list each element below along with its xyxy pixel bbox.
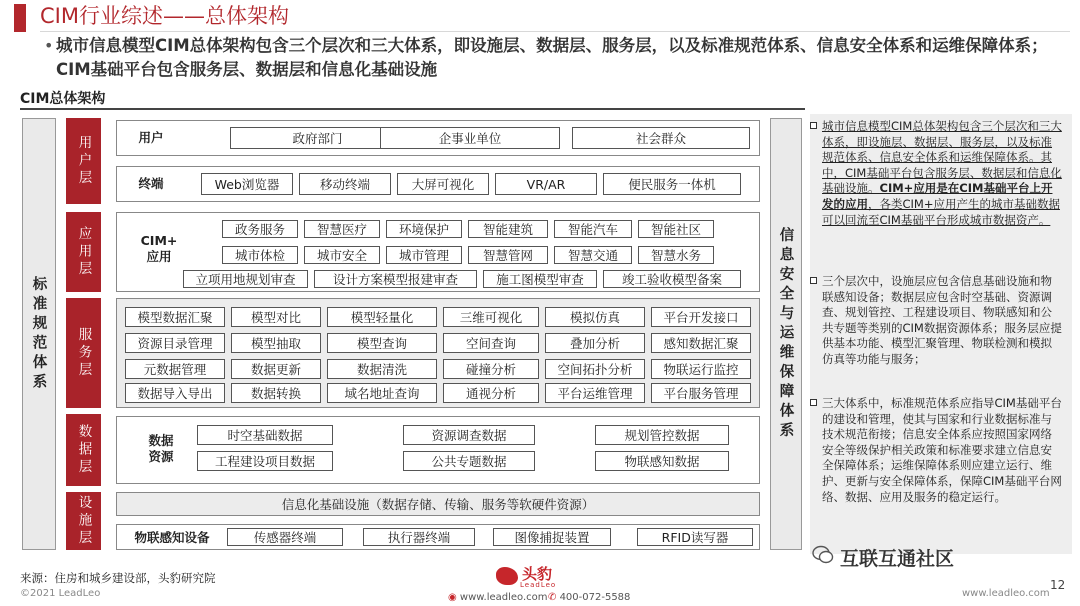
terminal-box-1: Web浏览器 bbox=[201, 173, 293, 195]
svc-4-6: 平台服务管理 bbox=[651, 383, 751, 403]
title-divider bbox=[40, 31, 1070, 32]
svc-3-2: 数据更新 bbox=[231, 359, 321, 379]
app-r1-5: 智能汽车 bbox=[554, 220, 632, 238]
svc-2-2: 模型抽取 bbox=[231, 333, 321, 353]
data-r1-2: 资源调查数据 bbox=[403, 425, 535, 445]
note-bullet-icon bbox=[810, 122, 817, 129]
user-row-panel bbox=[116, 120, 760, 156]
data-panel bbox=[116, 416, 760, 484]
svc-1-6: 平台开发接口 bbox=[651, 307, 751, 327]
iot-box-4: RFID读写器 bbox=[637, 528, 753, 546]
svc-4-1: 数据导入导出 bbox=[125, 383, 225, 403]
svc-4-3: 域名地址查询 bbox=[327, 383, 437, 403]
app-r1-2: 智慧医疗 bbox=[304, 220, 380, 238]
terminal-box-4: VR/AR bbox=[495, 173, 597, 195]
user-row-label: 用户 bbox=[138, 130, 164, 145]
logo-text: 头豹 bbox=[522, 565, 553, 583]
user-box-1: 政府部门 bbox=[230, 127, 405, 149]
svc-4-4: 通视分析 bbox=[443, 383, 539, 403]
footer-url-right[interactable]: www.leadleo.com bbox=[962, 588, 1050, 599]
wechat-icon bbox=[812, 545, 834, 565]
right-pillar-security bbox=[770, 118, 802, 550]
svc-1-3: 模型轻量化 bbox=[327, 307, 437, 327]
app-r2-4: 智慧管网 bbox=[468, 246, 548, 264]
intro-text: 城市信息模型CIM总体架构包含三个层次和三大体系，即设施层、数据层、服务层，以及标准规范体系、信息安全体系和运维保障体系；CIM基础平台包含服务层、数据层和信息化基础设施 bbox=[56, 36, 1048, 79]
data-r2-3: 物联感知数据 bbox=[595, 451, 729, 471]
app-r1-6: 智能社区 bbox=[638, 220, 714, 238]
svc-2-1: 资源目录管理 bbox=[125, 333, 225, 353]
layer-app: 应用层 bbox=[66, 212, 101, 292]
data-r1-1: 时空基础数据 bbox=[197, 425, 333, 445]
app-r2-2: 城市安全 bbox=[304, 246, 380, 264]
note-bullet-icon bbox=[810, 399, 817, 406]
note-bullet-icon bbox=[810, 277, 817, 284]
leopard-logo-icon bbox=[496, 567, 518, 585]
title-accent-bar bbox=[14, 4, 26, 32]
svc-3-6: 物联运行监控 bbox=[651, 359, 751, 379]
svc-2-6: 感知数据汇聚 bbox=[651, 333, 751, 353]
svc-1-5: 模拟仿真 bbox=[545, 307, 645, 327]
app-r3-4: 竣工验收模型备案 bbox=[603, 270, 741, 288]
data-r2-2: 公共专题数据 bbox=[403, 451, 535, 471]
phone-icon: ✆ bbox=[548, 592, 560, 603]
layer-user: 用户层 bbox=[66, 118, 101, 204]
iot-panel bbox=[116, 524, 760, 550]
globe-icon: ◉ bbox=[448, 592, 460, 603]
iot-box-1: 传感器终端 bbox=[227, 528, 343, 546]
app-r2-5: 智慧交通 bbox=[554, 246, 632, 264]
app-r3-1: 立项用地规划审查 bbox=[183, 270, 308, 288]
notes-panel bbox=[810, 114, 1072, 554]
svc-2-4: 空间查询 bbox=[443, 333, 539, 353]
svc-3-3: 数据清洗 bbox=[327, 359, 437, 379]
app-r1-3: 环境保护 bbox=[386, 220, 462, 238]
wechat-watermark: 互联互通社区 bbox=[840, 548, 955, 570]
terminal-box-3: 大屏可视化 bbox=[397, 173, 489, 195]
svc-1-1: 模型数据汇聚 bbox=[125, 307, 225, 327]
footer-url[interactable]: ◉ www.leadleo.com bbox=[448, 592, 548, 603]
app-r2-3: 城市管理 bbox=[386, 246, 462, 264]
app-panel bbox=[116, 212, 760, 292]
diagram-title: CIM总体架构 bbox=[20, 91, 106, 107]
terminal-row-panel bbox=[116, 166, 760, 202]
svc-4-5: 平台运维管理 bbox=[545, 383, 645, 403]
data-label: 数据 资源 bbox=[148, 433, 174, 464]
page-title: CIM行业综述——总体架构 bbox=[40, 4, 289, 28]
svc-3-1: 元数据管理 bbox=[125, 359, 225, 379]
note-1: 城市信息模型CIM总体架构包含三个层次和三大体系，即设施层、数据层、服务层，以及标准规范体系、信息安全体系和运维保障体系。其中，CIM基础平台包含服务层、数据层和信息化基础设施。CIM+应用是在CIM基础平台上开发的应用，各类CIM+应用产生的城市基础数据可以回流至CIM基础平台形成城市数据资产。 bbox=[822, 119, 1062, 228]
logo-subtext: LeadLeo bbox=[520, 581, 557, 589]
iot-box-2: 执行器终端 bbox=[363, 528, 475, 546]
page-number: 12 bbox=[1050, 578, 1066, 592]
svc-3-4: 碰撞分析 bbox=[443, 359, 539, 379]
copyright: ©2021 LeadLeo bbox=[20, 588, 101, 599]
svc-1-2: 模型对比 bbox=[231, 307, 321, 327]
data-r2-1: 工程建设项目数据 bbox=[197, 451, 333, 471]
left-pillar-standards bbox=[22, 118, 56, 550]
svc-1-4: 三维可视化 bbox=[443, 307, 539, 327]
app-r2-1: 城市体检 bbox=[222, 246, 298, 264]
footer-phone: ✆ 400-072-5588 bbox=[548, 592, 631, 603]
user-box-2: 企事业单位 bbox=[380, 127, 560, 149]
svc-4-2: 数据转换 bbox=[231, 383, 321, 403]
service-panel bbox=[116, 298, 760, 408]
app-r1-4: 智能建筑 bbox=[468, 220, 548, 238]
iot-box-3: 图像捕捉装置 bbox=[493, 528, 611, 546]
iot-label: 物联感知设备 bbox=[134, 530, 210, 545]
left-pillar-label: 标准规范体系 bbox=[30, 275, 47, 393]
terminal-box-5: 便民服务一体机 bbox=[603, 173, 741, 195]
user-box-3: 社会群众 bbox=[572, 127, 750, 149]
data-r1-3: 规划管控数据 bbox=[595, 425, 729, 445]
svc-2-5: 叠加分析 bbox=[545, 333, 645, 353]
note-2: 三个层次中，设施层应包含信息基础设施和物联感知设备；数据层应包含时空基础、资源调查、规划管控、工程建设项目、物联感知和公共专题等类别的CIM数据资源体系；服务层应提供基本功能、模型汇聚管理、物联检测和模拟仿真等功能与服务； bbox=[822, 274, 1062, 368]
app-label: CIM+ 应用 bbox=[140, 233, 178, 264]
svc-2-3: 模型查询 bbox=[327, 333, 437, 353]
terminal-row-label: 终端 bbox=[138, 176, 164, 191]
diagram-title-rule bbox=[20, 108, 805, 110]
layer-facility: 设施层 bbox=[66, 492, 101, 550]
layer-data: 数据层 bbox=[66, 414, 101, 486]
app-r2-6: 智慧水务 bbox=[638, 246, 714, 264]
terminal-box-2: 移动终端 bbox=[299, 173, 391, 195]
infra-label: 信息化基础设施（数据存储、传输、服务等软硬件资源） bbox=[281, 497, 595, 512]
app-r3-3: 施工图模型审查 bbox=[483, 270, 597, 288]
app-r1-1: 政务服务 bbox=[222, 220, 298, 238]
source-note: 来源：住房和城乡建设部，头豹研究院 bbox=[20, 571, 216, 585]
right-pillar-label: 信息安全与运维保障体系 bbox=[777, 226, 794, 442]
app-r3-2: 设计方案模型报建审查 bbox=[314, 270, 477, 288]
note-3: 三大体系中，标准规范体系应指导CIM基础平台的建设和管理，使其与国家和行业数据标准与技术规范衔接；信息安全体系应按照国家网络安全等级保护相关政策和标准要求建立信息安全保障体系；运维保障体系则应建立运行、维护、更新与安全保障体系，保障CIM基础平台网络、数据、应用及服务的稳定运行。 bbox=[822, 396, 1062, 505]
layer-service: 服务层 bbox=[66, 298, 101, 408]
intro-bullet-icon: • bbox=[44, 36, 54, 55]
infra-panel bbox=[116, 492, 760, 516]
svc-3-5: 空间拓扑分析 bbox=[545, 359, 645, 379]
